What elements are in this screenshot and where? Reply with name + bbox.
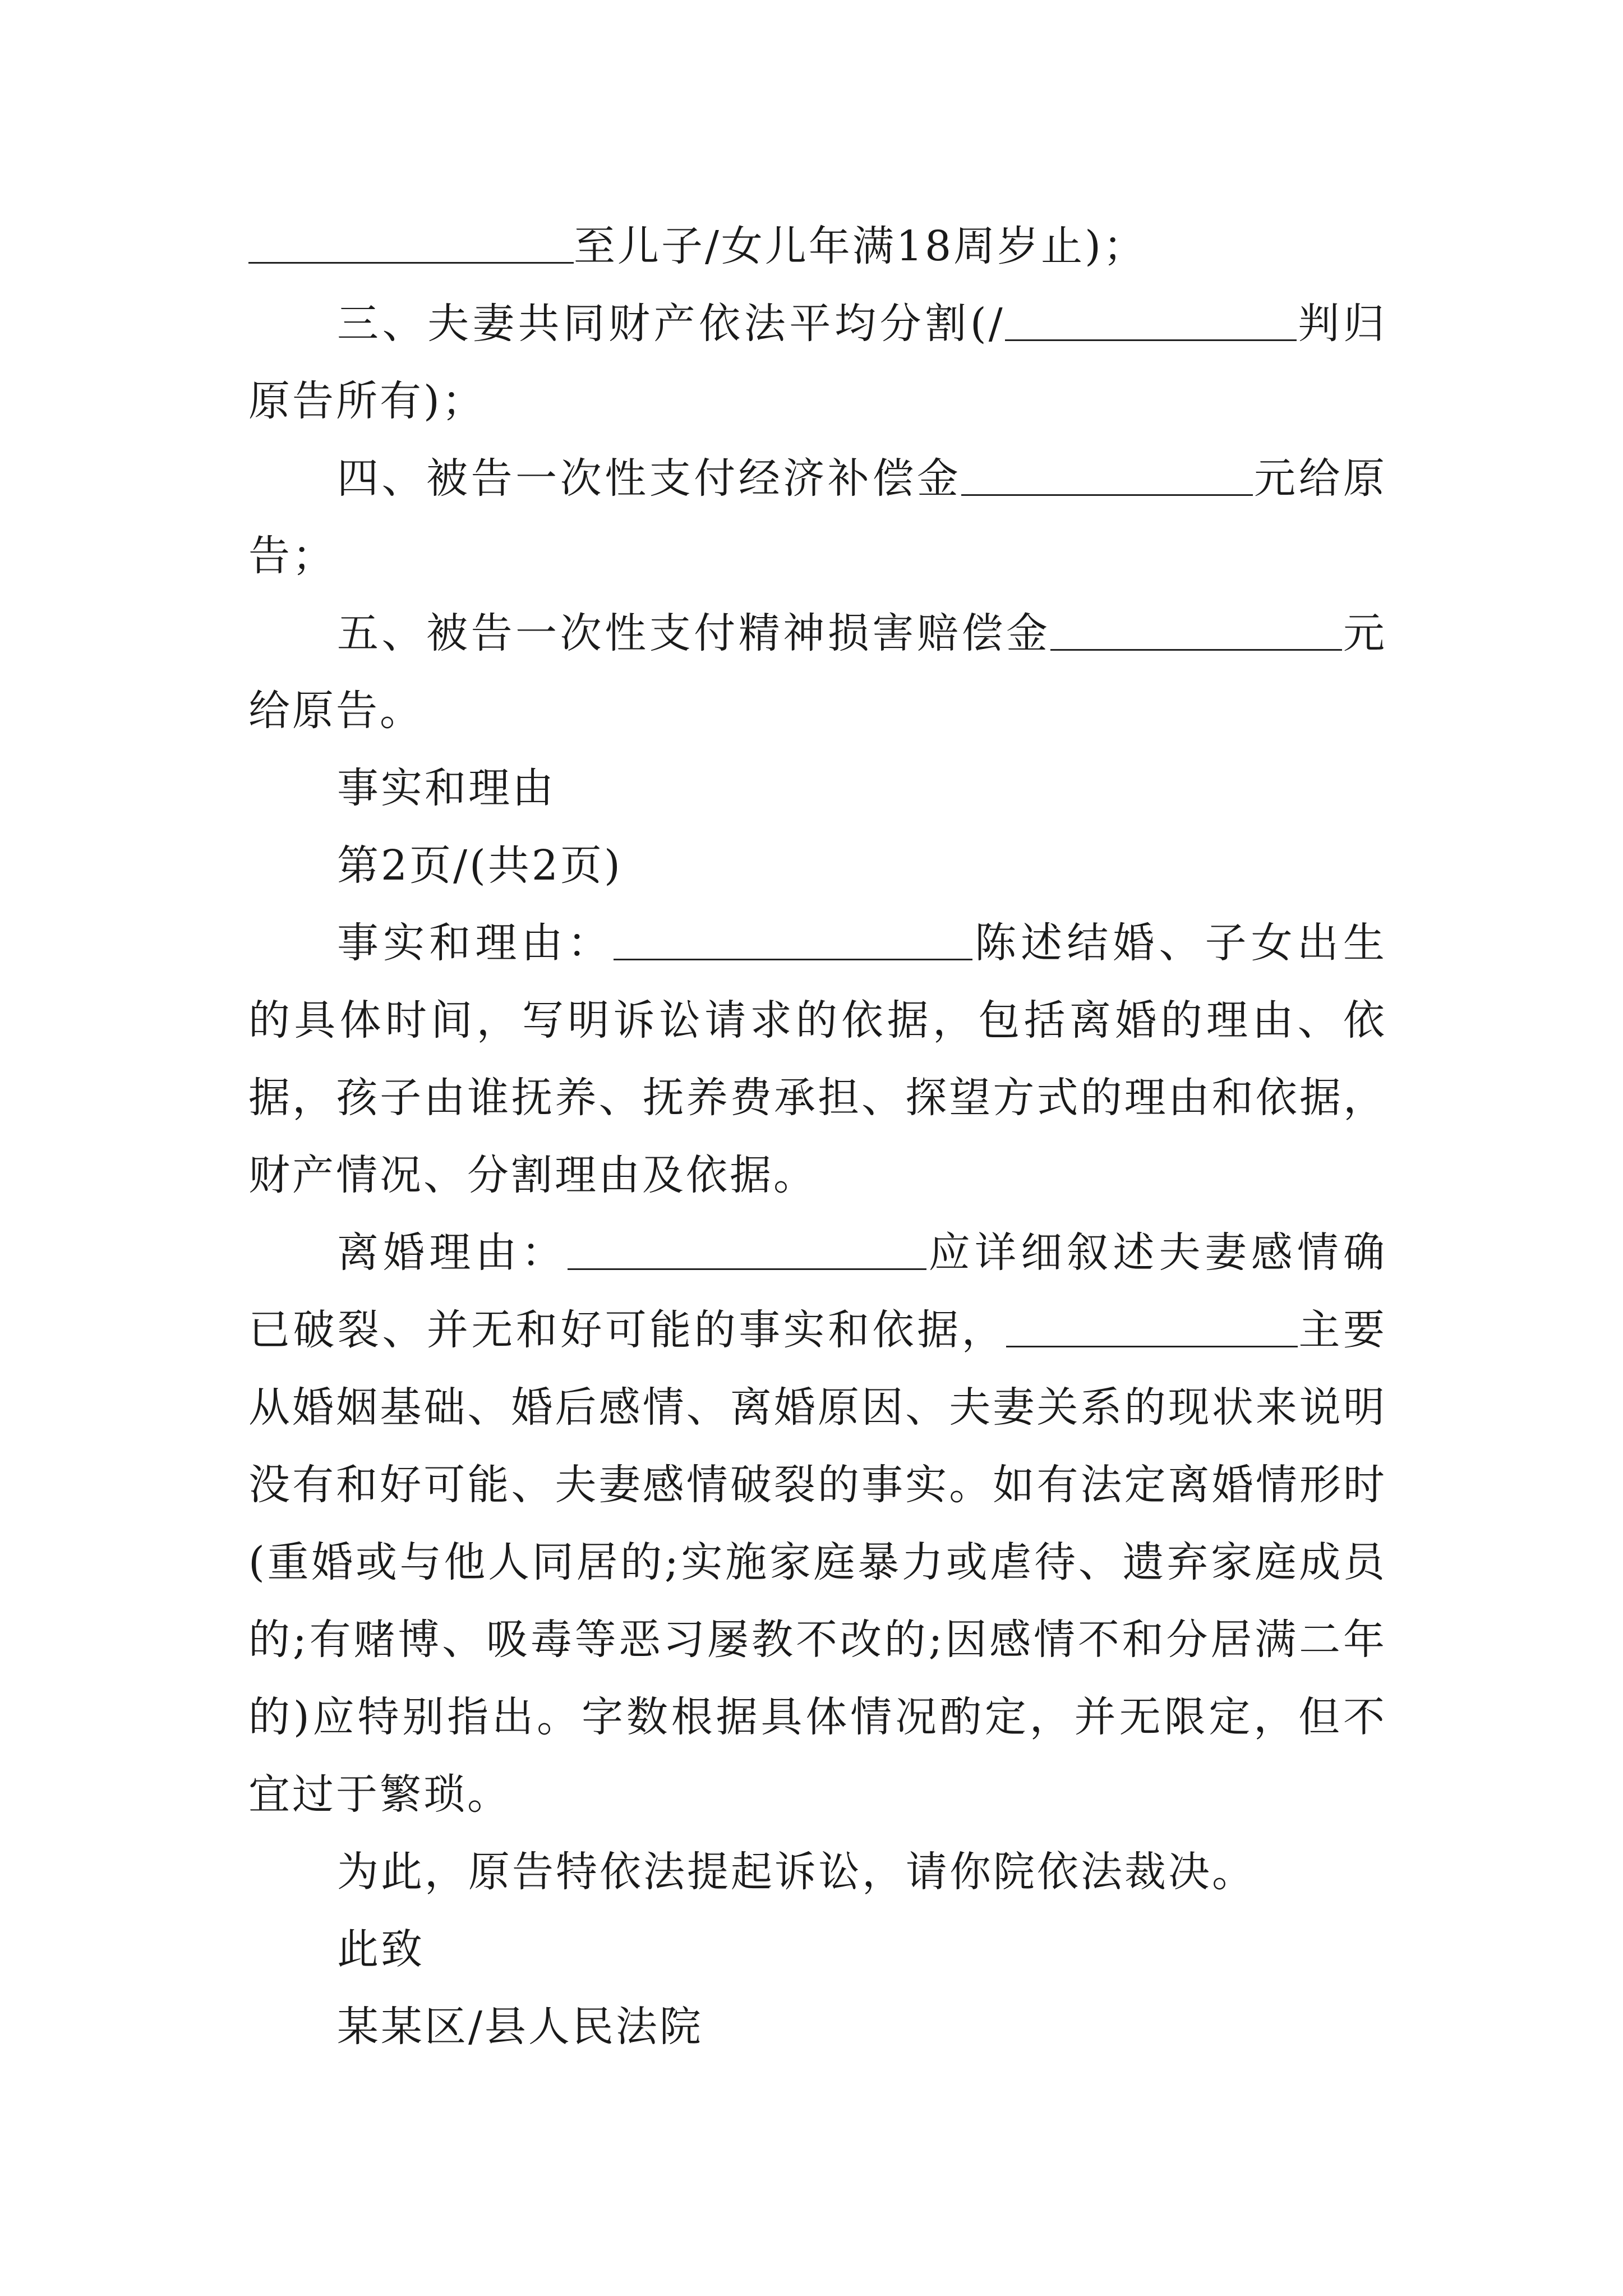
fill-blank[interactable] xyxy=(1005,300,1297,341)
request-item-4-text-a: 四、被告一次性支付经济补偿金 xyxy=(337,454,962,503)
page-number: 第2页/(共2页) xyxy=(337,841,623,890)
fill-blank[interactable] xyxy=(568,1229,926,1270)
conclusion: 为此，原告特依法提起诉讼，请你院依法裁决。 xyxy=(337,1848,1256,1896)
fill-blank[interactable] xyxy=(1050,610,1342,651)
custody-clause-text: 至儿子/女儿年满18周岁止)； xyxy=(574,222,1147,270)
request-item-5 xyxy=(248,595,1387,749)
fill-blank[interactable] xyxy=(1006,1306,1298,1347)
facts-paragraph xyxy=(248,904,1387,1214)
divorce-reason-paragraph xyxy=(248,1214,1387,1833)
facts-label: 事实和理由： xyxy=(337,919,614,967)
court-name: 某某区/县人民法院 xyxy=(337,2003,703,2051)
divorce-reason-text-a: 应详细叙述夫妻感情确已破裂、并无和好可能的事实和依据， xyxy=(248,1228,1387,1354)
divorce-reason-label: 离婚理由： xyxy=(337,1228,568,1277)
custody-clause xyxy=(248,208,1387,285)
request-item-5-text-b: 元给原告。 xyxy=(248,609,1387,735)
divorce-reason-text-b: 主要从婚姻基础、婚后感情、离婚原因、夫妻关系的现状来说明没有和好可能、夫妻感情破裂的事实。如有法定离婚情形时(重婚或与他人同居的;实施家庭暴力或虐待、遗弃家庭成员的;有赌博、吸毒等恶习屡教不改的;因感情不和分居满二年的)应特别指出。字数根据具体情况酌定，并无限定，但不宜过于繁琐。 xyxy=(248,1306,1387,1819)
request-item-5-text-a: 五、被告一次性支付精神损害赔偿金 xyxy=(337,609,1051,657)
request-item-4 xyxy=(248,440,1387,595)
facts-heading: 事实和理由 xyxy=(337,764,556,812)
request-item-3-text-b: 判归原告所有)； xyxy=(248,300,1387,425)
facts-text: 陈述结婚、子女出生的具体时间，写明诉讼请求的依据，包括离婚的理由、依据，孩子由谁抚养、抚养费承担、探望方式的理由和依据，财产情况、分割理由及依据。 xyxy=(248,919,1387,1199)
document-body xyxy=(248,208,1387,2065)
request-item-4-text-b: 元给原告； xyxy=(248,454,1387,580)
fill-blank[interactable] xyxy=(248,223,574,264)
fill-blank[interactable] xyxy=(614,919,972,960)
request-item-3 xyxy=(248,285,1387,440)
salutation: 此致 xyxy=(337,1925,425,1973)
request-item-3-text-a: 三、夫妻共同财产依法平均分割(/ xyxy=(337,300,1005,348)
fill-blank[interactable] xyxy=(961,455,1253,496)
